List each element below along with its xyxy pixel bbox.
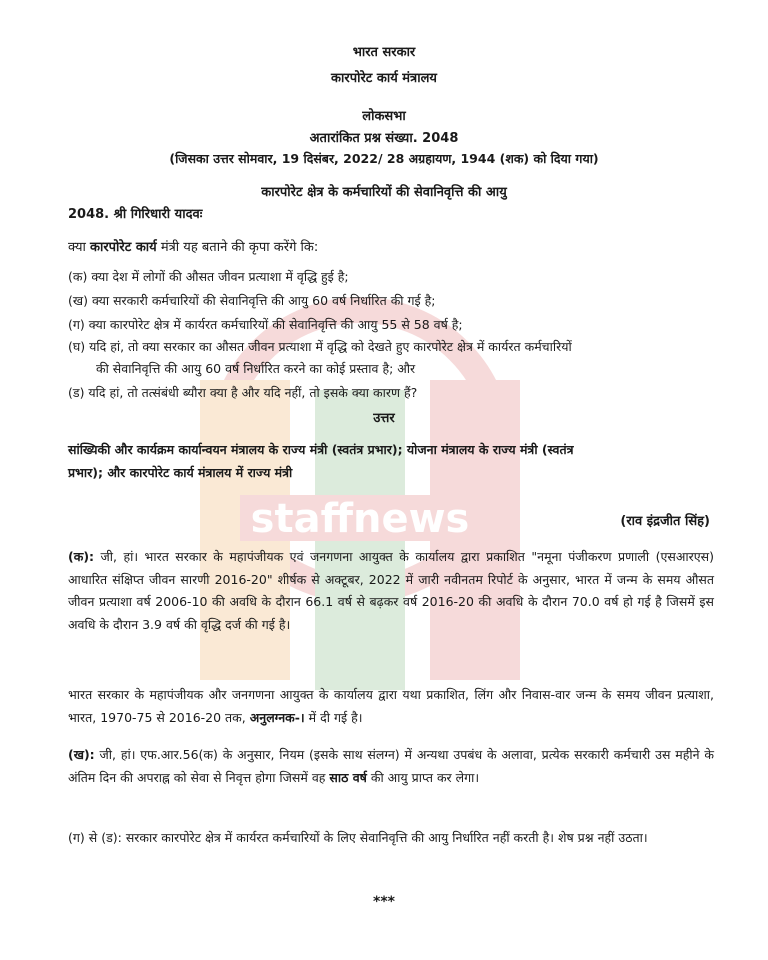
minister-title-line2: प्रभार); और कारपोरेट कार्य मंत्रालय में राज्य मंत्री	[68, 465, 293, 480]
question-item-nga: (ड) यदि हां, तो तत्संबंधी ब्यौरा क्या है और यदि नहीं, तो इसके क्या कारण हैं?	[68, 385, 418, 400]
question-item-gha: (घ) यदि हां, तो क्या सरकार का औसत जीवन प्रत्याशा में वृद्धि को देखते हुए कारपोरेट क्षेत्र में कार्यरत कर्मचारियों	[68, 339, 572, 354]
watermark-text: staffnews	[250, 496, 470, 542]
minister-name: (राव इंद्रजीत सिंह)	[620, 514, 710, 529]
question-asker: 2048. श्री गिरिधारी यादवः	[68, 207, 203, 222]
house-heading: लोकसभा	[362, 109, 406, 124]
question-item-ga: (ग) क्या कारपोरेट क्षेत्र में कार्यरत कर्मचारियों की सेवानिवृत्ति की आयु 55 से 58 वर्ष है;	[68, 317, 463, 332]
answer-para-kha: (ख): जी, हां। एफ.आर.56(क) के अनुसार, नियम (इसके साथ संलग्न) में अन्यथा उपबंध के अलावा, प्रत्येक सरकारी कर्मचारी उस महीने के अंतिम दिन की अपराह्न को सेवा से निवृत्त होगा जिसमें वह साठ वर्ष की आयु प्राप्त कर लेगा।	[68, 747, 714, 785]
answer-para-ga-nga: (ग) से (ड): सरकार कारपोरेट क्षेत्र में कार्यरत कर्मचारियों के लिए सेवानिवृत्ति की आयु निर्धारित नहीं करती है। शेष प्रश्न नहीं उठता।	[68, 830, 648, 845]
question-item-kha: (ख) क्या सरकारी कर्मचारियों की सेवानिवृत्ति की आयु 60 वर्ष निर्धारित की गई है;	[68, 293, 436, 308]
question-number: अतारांकित प्रश्न संख्या. 2048	[309, 131, 459, 146]
answer-date: (जिसका उत्तर सोमवार, 19 दिसंबर, 2022/ 28 अग्रहायण, 1944 (शक) को दिया गया)	[169, 151, 599, 166]
question-item-ka: (क) क्या देश में लोगों की औसत जीवन प्रत्याशा में वृद्धि हुई है;	[68, 269, 349, 284]
answer-heading: उत्तर	[373, 411, 395, 426]
question-intro: क्या कारपोरेट कार्य मंत्री यह बताने की कृपा करेंगे कि:	[68, 240, 319, 255]
minister-title-line1: सांख्यिकी और कार्यक्रम कार्यान्वयन मंत्रालय के राज्य मंत्री (स्वतंत्र प्रभार); योजना मंत्रालय के राज्य मंत्री (स्वतंत्र	[68, 442, 574, 457]
ministry-heading: कारपोरेट कार्य मंत्रालय	[331, 71, 437, 86]
question-subject: कारपोरेट क्षेत्र के कर्मचारियों की सेवानिवृत्ति की आयु	[261, 185, 507, 200]
govt-heading: भारत सरकार	[352, 45, 416, 60]
answer-para-ka: (क): जी, हां। भारत सरकार के महापंजीयक एवं जनगणना आयुक्त के कार्यालय द्वारा प्रकाशित "नमूना पंजीकरण प्रणाली (एसआरएस) आधारित संक्षिप्त जीवन सारणी 2016-20" शीर्षक से अक्टूबर, 2022 में जारी नवीनतम रिपोर्ट के अनुसार, भारत में जन्म के समय औसत जीवन प्रत्याशा वर्ष 2006-10 की अवधि के दौरान 66.1 वर्ष से बढ़कर वर्ष 2016-20 की अवधि के दौरान 70.0 वर्ष हो गई है जिसमें इस अवधि के दौरान 3.9 वर्ष की वृद्धि दर्ज की गई है।	[68, 549, 714, 632]
answer-para-annexure: भारत सरकार के महापंजीयक और जनगणना आयुक्त के कार्यालय द्वारा यथा प्रकाशित, लिंग और निवास-वार जन्म के समय जीवन प्रत्याशा, भारत, 1970-75 से 2016-20 तक, अनुलग्नक-। में दी गई है।	[68, 687, 714, 725]
end-mark: ***	[373, 894, 395, 910]
question-item-gha-cont: की सेवानिवृत्ति की आयु 60 वर्ष निर्धारित करने का कोई प्रस्ताव है; और	[96, 361, 416, 376]
